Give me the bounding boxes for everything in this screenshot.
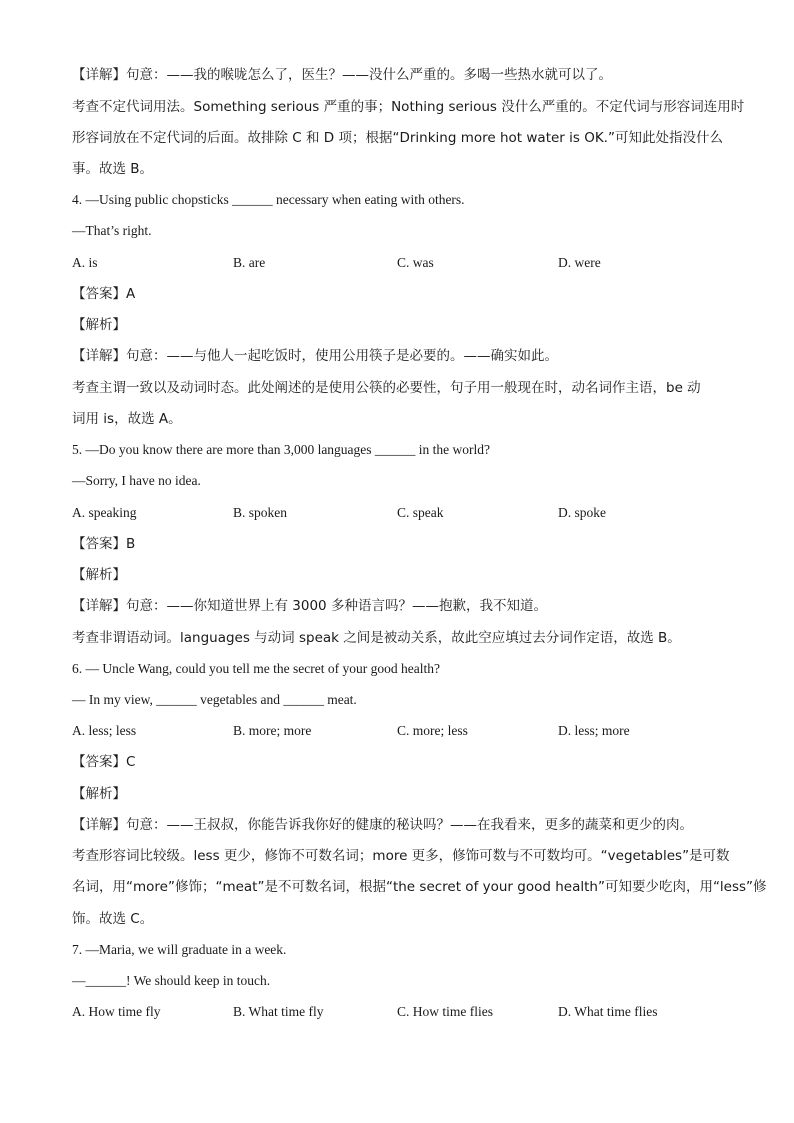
q6-option-c: C. more; less	[397, 723, 468, 738]
q7-stem: 7. —Maria, we will graduate in a week.	[72, 942, 287, 957]
q4-option-c: C. was	[397, 255, 434, 270]
q4-detail-line-3: 词用 is，故选 A。	[72, 411, 182, 427]
q5-reply: —Sorry, I have no idea.	[72, 473, 201, 488]
q7-option-a: A. How time fly	[72, 1004, 161, 1019]
q4-option-b: B. are	[233, 255, 266, 270]
q5-detail-line-2: 考查非谓语动词。languages 与动词 speak 之间是被动关系，故此空应填过去分词作定语，故选 B。	[72, 630, 681, 646]
q6-detail-line-2: 考查形容词比较级。less 更少，修饰不可数名词；more 更多，修饰可数与不可数均可。“vegetables”是可数	[72, 848, 730, 864]
q5-option-d: D. spoke	[558, 505, 606, 520]
q5-detail-line-1: 【详解】句意：——你知道世界上有 3000 多种语言吗？——抱歉，我不知道。	[72, 598, 547, 614]
q6-detail-line-3: 名词，用“more”修饰；“meat”是不可数名词，根据“the secret of your good health”可知要少吃肉，用“less”修	[72, 879, 767, 895]
q7-options	[72, 1002, 722, 1022]
q6-option-b: B. more; more	[233, 723, 312, 738]
q4-detail-line-1: 【详解】句意：——与他人一起吃饭时，使用公用筷子是必要的。——确实如此。	[72, 348, 558, 364]
q6-answer: 【答案】C	[72, 754, 136, 770]
q5-stem: 5. —Do you know there are more than 3,000 languages ______ in the world?	[72, 442, 491, 457]
q5-options	[72, 503, 722, 523]
q3-detail-line-4: 事。故选 B。	[72, 161, 154, 177]
q5-answer: 【答案】B	[72, 536, 136, 552]
q7-reply: —______! We should keep in touch.	[72, 973, 271, 988]
q4-analysis-heading: 【解析】	[72, 317, 126, 333]
q5-option-b: B. spoken	[233, 505, 287, 520]
q4-options	[72, 253, 722, 273]
q7-option-b: B. What time fly	[233, 1004, 324, 1019]
q7-option-c: C. How time flies	[397, 1004, 493, 1019]
q3-detail-line-1: 【详解】句意：——我的喉咙怎么了，医生？——没什么严重的。多喝一些热水就可以了。	[72, 67, 612, 83]
q6-detail-line-4: 饰。故选 C。	[72, 911, 154, 927]
q6-option-d: D. less; more	[558, 723, 630, 738]
q3-detail-line-2: 考查不定代词用法。Something serious 严重的事；Nothing serious 没什么严重的。不定代词与形容词连用时	[72, 99, 745, 115]
q4-option-d: D. were	[558, 255, 601, 270]
q6-detail-line-1: 【详解】句意：——王叔叔，你能告诉我你好的健康的秘诀吗？——在我看来，更多的蔬菜和更少的肉。	[72, 817, 693, 833]
q4-stem: 4. —Using public chopsticks ______ necessary when eating with others.	[72, 192, 465, 207]
q4-reply: —That’s right.	[72, 223, 152, 238]
q5-option-a: A. speaking	[72, 505, 137, 520]
q4-detail-line-2: 考查主谓一致以及动词时态。此处阐述的是使用公筷的必要性，句子用一般现在时，动名词作主语，be 动	[72, 380, 701, 396]
q5-analysis-heading: 【解析】	[72, 567, 126, 583]
q3-detail-line-3: 形容词放在不定代词的后面。故排除 C 和 D 项；根据“Drinking more hot water is OK.”可知此处指没什么	[72, 130, 723, 146]
q5-option-c: C. speak	[397, 505, 444, 520]
q6-stem: 6. — Uncle Wang, could you tell me the secret of your good health?	[72, 661, 440, 676]
q7-option-d: D. What time flies	[558, 1004, 658, 1019]
q6-options	[72, 721, 722, 741]
q6-reply: — In my view, ______ vegetables and ______ meat.	[72, 692, 357, 707]
q6-analysis-heading: 【解析】	[72, 786, 126, 802]
q4-answer: 【答案】A	[72, 286, 136, 302]
q4-option-a: A. is	[72, 255, 98, 270]
q6-option-a: A. less; less	[72, 723, 137, 738]
